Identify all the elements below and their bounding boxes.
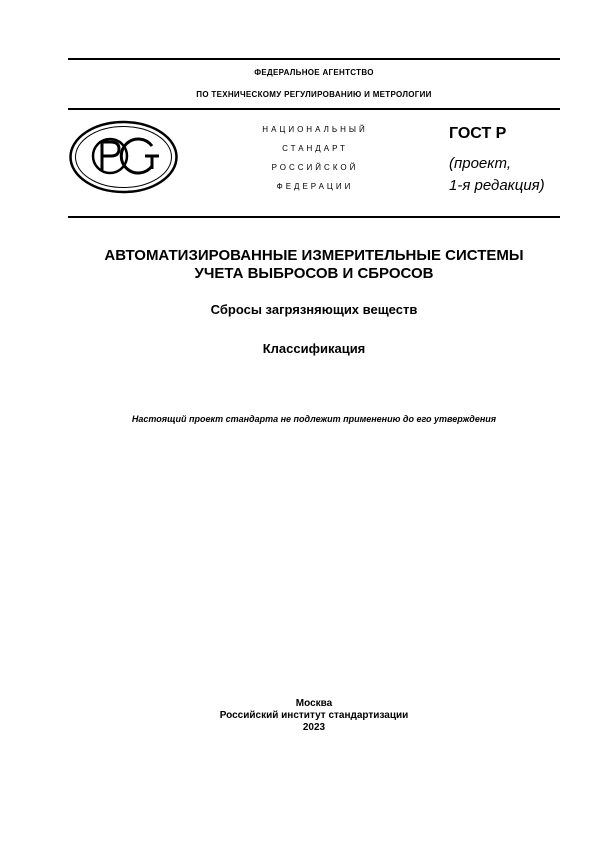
agency-line-1: ФЕДЕРАЛЬНОЕ АГЕНТСТВО [254, 68, 374, 77]
national-line-3: РОССИЙСКОЙ [271, 163, 359, 172]
document-classification: Классификация [262, 341, 366, 356]
national-line-4: ФЕДЕРАЦИИ [276, 182, 354, 191]
agency-line-2: ПО ТЕХНИЧЕСКОМУ РЕГУЛИРОВАНИЮ И МЕТРОЛОГИИ [196, 90, 432, 99]
draft-line-2: 1-я редакция) [449, 177, 545, 194]
footer-year: 2023 [302, 722, 326, 733]
logo-rule [68, 216, 560, 218]
standard-code: ГОСТ Р [449, 125, 507, 142]
national-line-1: НАЦИОНАЛЬНЫЙ [262, 125, 368, 134]
draft-line-1: (проект, [449, 155, 512, 172]
rst-mark-icon [68, 120, 179, 194]
footer-publisher: Российский институт стандартизации [219, 710, 409, 721]
header-rule [68, 108, 560, 110]
document-subtitle: Сбросы загрязняющих веществ [210, 302, 418, 317]
draft-notice: Настоящий проект стандарта не подлежит применению до его утверждения [131, 414, 497, 424]
top-rule [68, 58, 560, 60]
national-line-2: СТАНДАРТ [282, 144, 348, 153]
document-title-line-2: УЧЕТА ВЫБРОСОВ И СБРОСОВ [194, 265, 434, 282]
document-title-line-1: АВТОМАТИЗИРОВАННЫЕ ИЗМЕРИТЕЛЬНЫЕ СИСТЕМЫ [104, 247, 524, 264]
footer-city: Москва [295, 698, 333, 709]
